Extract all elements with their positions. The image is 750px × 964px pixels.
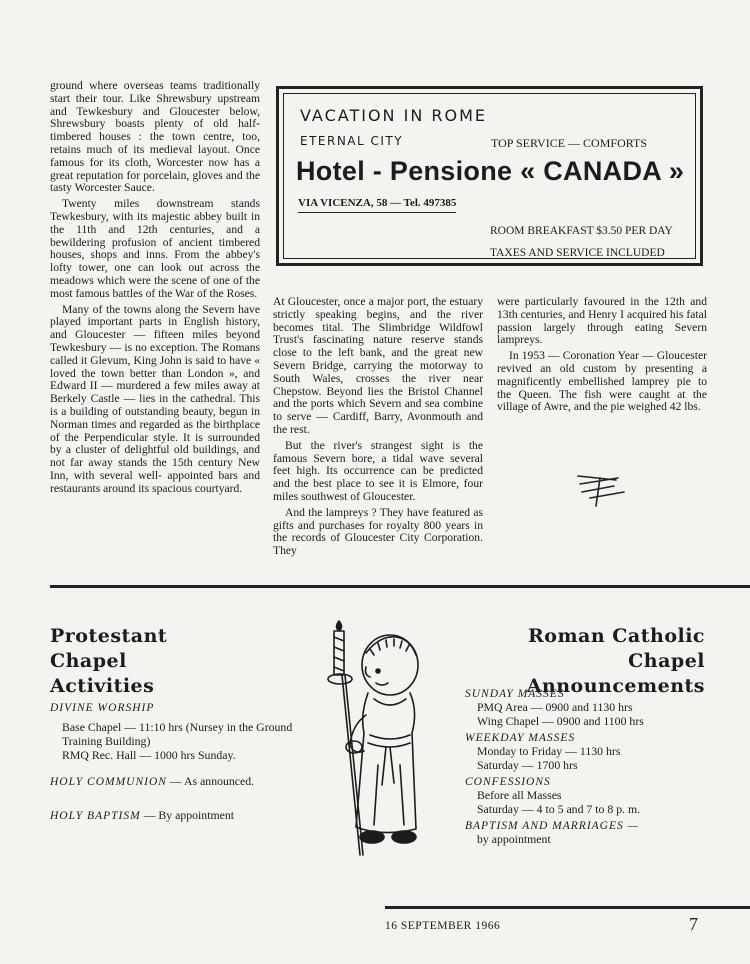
protestant-schedule xyxy=(50,702,295,833)
schedule-line: Before all Masses xyxy=(477,788,562,802)
section-heading: WEEKDAY MASSES xyxy=(465,732,576,744)
section-divider xyxy=(50,585,750,588)
section-heading: HOLY BAPTISM xyxy=(50,810,141,822)
title-line: Roman Catholic Chapel xyxy=(527,625,705,672)
ad-headline: VACATION IN ROME xyxy=(300,106,487,125)
schedule-line: by appointment xyxy=(477,832,551,846)
catholic-schedule xyxy=(465,688,710,850)
ad-address: VIA VICENZA, 58 — Tel. 497385 xyxy=(298,197,456,213)
section-heading: SUNDAY MASSES xyxy=(465,688,565,700)
ad-hotel-name: Hotel - Pensione « CANADA » xyxy=(296,156,685,186)
schedule-line: Saturday — 1700 hrs xyxy=(477,758,578,772)
section-heading: HOLY COMMUNION xyxy=(50,776,167,788)
monk-illustration xyxy=(320,615,438,865)
article-column-right xyxy=(497,296,707,414)
article-paragraph: were particularly favoured in the 12th and 13th centuries, and Henry I acquired his fatal passion largely through eating Severn lampreys. xyxy=(497,295,707,347)
page-number: 7 xyxy=(689,914,698,934)
ad-taxes: TAXES AND SERVICE INCLUDED xyxy=(490,247,665,259)
section-heading: BAPTISM AND MARRIAGES — xyxy=(465,820,639,832)
end-mark-scribble xyxy=(570,470,630,510)
holy-baptism-block xyxy=(50,806,295,824)
baptism-block xyxy=(465,820,710,846)
schedule-line: PMQ Area — 0900 and 1130 hrs xyxy=(477,700,633,714)
ad-service: TOP SERVICE — COMFORTS xyxy=(491,136,648,150)
schedule-line: Base Chapel — 11:10 hrs (Nursey in the Ground Training Building) xyxy=(62,720,293,748)
article-paragraph: Twenty miles downstream stands Tewkesbury, with its majestic abbey built in the 11th and 12th centuries, and a bewildering profusion of ancient timbered houses, shops and inns. From the abbey's lofty tower, one can look out across the meadows which were the scene of one of the most famous battles of the War of the Roses. xyxy=(50,197,260,300)
article-column-middle xyxy=(273,296,483,558)
divine-worship-block xyxy=(50,702,295,762)
schedule-line: Wing Chapel — 0900 and 1100 hrs xyxy=(477,714,644,728)
ad-rate: ROOM BREAKFAST $3.50 PER DAY xyxy=(490,225,673,237)
article-paragraph: And the lampreys ? They have featured as gifts and purchases for royalty 800 years in the records of Gloucester City Corporation. They xyxy=(273,505,483,558)
article-paragraph: But the river's strangest sight is the famous Severn bore, a tidal wave several feet high. Its occurrence can be predicted and the best place to see it is Elmore, four miles southwest of Gloucester. xyxy=(273,438,483,503)
schedule-line: — By appointment xyxy=(140,808,235,822)
section-heading: CONFESSIONS xyxy=(465,776,551,788)
confessions-block xyxy=(465,776,710,816)
schedule-line: — As announced. xyxy=(166,774,255,788)
article-paragraph: ground where overseas teams traditionally start their tour. Like Shrewsbury upstream and Tewkesbury and Gloucester below, Shrewsbury boasts plenty of old half- timbered houses : the town centre, too, retains much of its medieval layout. Once famous for its cloth, Worcester now has a great reputation for porcelain, gloves and the tasty Worcester Sauce. xyxy=(50,79,260,195)
article-paragraph: Many of the towns along the Severn have played important parts in English history, and Gloucester — fifteen miles beyond Tewkesbury — is no exception. The Romans called it Glevum, King John is said to have « loved the town better than London », and Edward II — murdered a few miles away at Berkely Castle — lies in the cathedral. This is a building of outstanding beauty, begun in Norman times and regarded as the birthplace of the Perpendicular style. It is surrounded by a cluster of delightful old buildings, and not far away stands the 15th century New Inn, with several well- appointed bars and restaurants around its spacious courtyard. xyxy=(50,302,260,495)
sunday-masses-block xyxy=(465,688,710,728)
article-column-left xyxy=(50,80,260,496)
schedule-line: Saturday — 4 to 5 and 7 to 8 p. m. xyxy=(477,802,641,816)
protestant-chapel-title xyxy=(50,624,250,699)
footer-rule xyxy=(385,906,750,909)
holy-communion-block xyxy=(50,772,295,790)
schedule-line: Monday to Friday — 1130 hrs xyxy=(477,744,621,758)
title-line: Activities xyxy=(50,675,155,697)
title-line: Protestant Chapel xyxy=(50,625,168,672)
weekday-masses-block xyxy=(465,732,710,772)
title-line: Announcements xyxy=(526,675,705,697)
ad-subheadline: ETERNAL CITY xyxy=(300,134,404,148)
article-paragraph: In 1953 — Coronation Year — Gloucester revived an old custom by presenting a magnificently embellished lamprey pie to the Queen. The fish were caught at the village of Awre, and the pie weighed 42 lbs. xyxy=(497,349,707,414)
section-heading: DIVINE WORSHIP xyxy=(50,702,155,714)
issue-date: 16 SEPTEMBER 1966 xyxy=(385,920,501,932)
article-paragraph: At Gloucester, once a major port, the estuary strictly speaking begins, and the river becomes tital. The Slimbridge Wildfowl Trust's fascinating nature reserve stands close to the left bank, and the great new Severn Bridge, carrying the motorway to South Wales, crosses the river near Chepstow. Beyond lies the Bristol Channel and the ports which Severn and sea combine to serve — Cardiff, Barry, Avonmouth and the rest. xyxy=(273,295,483,436)
schedule-line: RMQ Rec. Hall — 1000 hrs Sunday. xyxy=(62,748,236,762)
ad-inner-border xyxy=(283,93,696,259)
hotel-advertisement xyxy=(276,86,703,266)
